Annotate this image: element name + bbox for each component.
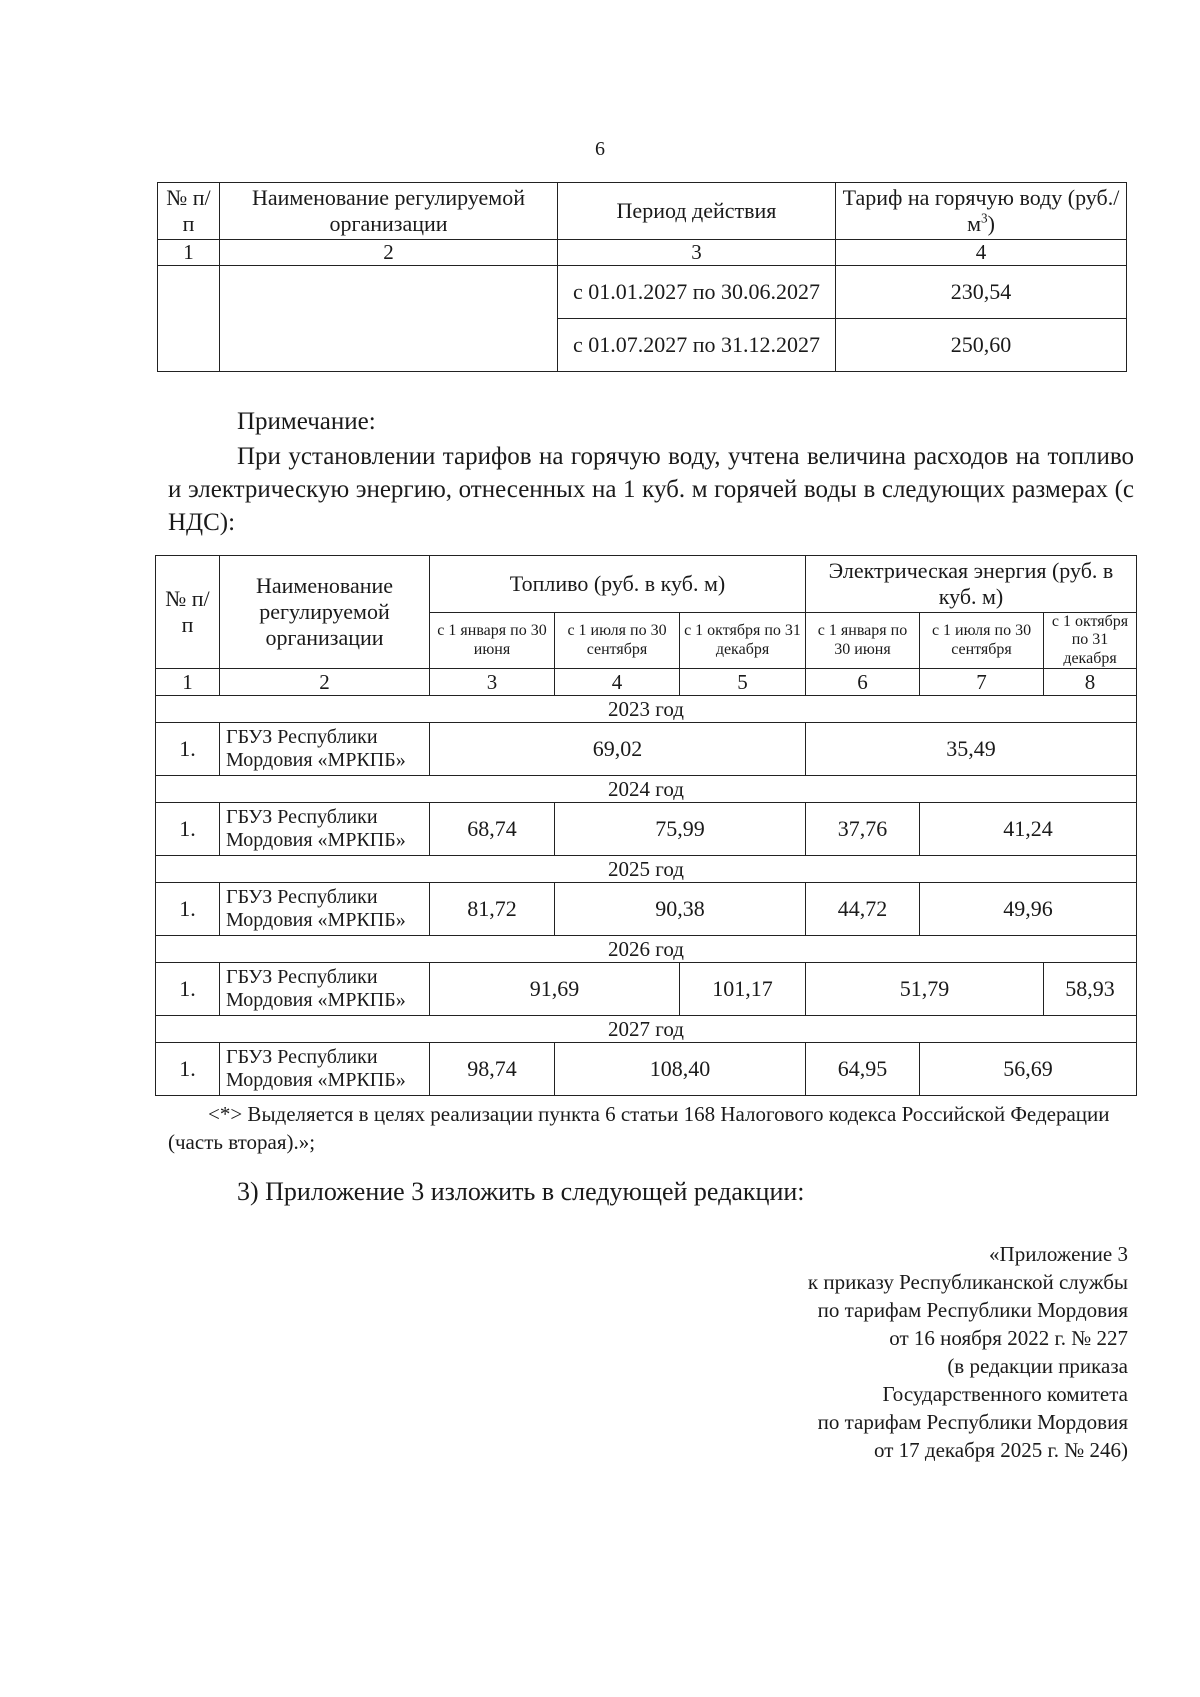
organization-name: ГБУЗ Республики Мордовия «МРКПБ» <box>220 803 430 856</box>
year-row <box>156 856 1137 883</box>
year-row <box>156 936 1137 963</box>
footnote: <*> Выделяется в целях реализации пункта 6 статьи 168 Налогового кодекса Российской Федерации (часть вторая).»; <box>168 1102 1110 1154</box>
electric-value: 51,79 <box>806 963 1044 1016</box>
row-number: 1. <box>156 963 220 1016</box>
column-number-row <box>156 669 1137 696</box>
year-row <box>156 1016 1137 1043</box>
column-number-row <box>158 240 1127 266</box>
column-number: 6 <box>806 669 920 696</box>
row-number: 1. <box>156 723 220 776</box>
header-organization: Наименование регулируемой организации <box>220 183 558 240</box>
header-tariff: Тариф на горячую воду $(руб./м^3)$ <box>836 183 1127 240</box>
appendix-line: по тарифам Республики Мордовия <box>817 1298 1128 1322</box>
appendix-line: к приказу Республиканской службы <box>807 1270 1128 1294</box>
fuel-value: 81,72 <box>430 883 555 936</box>
header-number: № п/п <box>158 183 220 240</box>
row-number: 1. <box>156 803 220 856</box>
header-electric: Электрическая энергия (руб. в куб. м) <box>806 556 1137 613</box>
year-label: 2027 год <box>156 1016 1137 1043</box>
fuel-value: 75,99 <box>555 803 806 856</box>
period-cell: с 01.07.2027 по 31.12.2027 <box>558 319 836 372</box>
header-number: № п/п <box>156 556 220 669</box>
column-number: 3 <box>430 669 555 696</box>
header-organization: Наименование регулируемой организации <box>220 556 430 669</box>
column-number: 1 <box>156 669 220 696</box>
electric-value: 44,72 <box>806 883 920 936</box>
year-label: 2024 год <box>156 776 1137 803</box>
year-label: 2026 год <box>156 936 1137 963</box>
electric-value: 58,93 <box>1044 963 1137 1016</box>
electric-value: 64,95 <box>806 1043 920 1096</box>
fuel-value: 68,74 <box>430 803 555 856</box>
empty-cell <box>158 266 220 372</box>
electric-value: 35,49 <box>806 723 1137 776</box>
appendix-line: от 16 ноября 2022 г. № 227 <box>889 1326 1128 1350</box>
year-row <box>156 776 1137 803</box>
electric-value: 56,69 <box>920 1043 1137 1096</box>
tariff-cell: 250,60 <box>836 319 1127 372</box>
header-fuel: Топливо (руб. в куб. м) <box>430 556 806 613</box>
table-row <box>156 963 1137 1016</box>
period-cell: с 01.01.2027 по 30.06.2027 <box>558 266 836 319</box>
period-header: с 1 октября по 31 декабря <box>680 613 806 669</box>
year-row <box>156 696 1137 723</box>
period-header: с 1 января по 30 июня <box>430 613 555 669</box>
section-heading: 3) Приложение 3 изложить в следующей редакции: <box>237 1177 805 1206</box>
fuel-value: 101,17 <box>680 963 806 1016</box>
appendix-line: (в редакции приказа <box>947 1354 1128 1378</box>
empty-cell <box>220 266 558 372</box>
fuel-value: 98,74 <box>430 1043 555 1096</box>
table-row <box>156 803 1137 856</box>
fuel-value: 108,40 <box>555 1043 806 1096</box>
column-number: 5 <box>680 669 806 696</box>
header-period: Период действия <box>558 183 836 240</box>
column-number: 8 <box>1044 669 1137 696</box>
column-number: 1 <box>158 240 220 266</box>
period-header: с 1 июля по 30 сентября <box>920 613 1044 669</box>
year-label: 2023 год <box>156 696 1137 723</box>
fuel-electricity-table <box>155 555 1137 1096</box>
electric-value: 37,76 <box>806 803 920 856</box>
column-number: 2 <box>220 240 558 266</box>
table-row <box>156 1043 1137 1096</box>
hot-water-tariff-table <box>157 182 1127 372</box>
period-header: с 1 июля по 30 сентября <box>555 613 680 669</box>
row-number: 1. <box>156 1043 220 1096</box>
column-number: 2 <box>220 669 430 696</box>
appendix-line: «Приложение 3 <box>989 1242 1128 1266</box>
year-label: 2025 год <box>156 856 1137 883</box>
column-number: 4 <box>555 669 680 696</box>
period-header: с 1 января по 30 июня <box>806 613 920 669</box>
organization-name: ГБУЗ Республики Мордовия «МРКПБ» <box>220 1043 430 1096</box>
table-row <box>158 266 1127 319</box>
row-number: 1. <box>156 883 220 936</box>
page-number: 6 <box>595 138 605 160</box>
tariff-cell: 230,54 <box>836 266 1127 319</box>
fuel-value: 90,38 <box>555 883 806 936</box>
column-number: 3 <box>558 240 836 266</box>
appendix-line: по тарифам Республики Мордовия <box>817 1410 1128 1434</box>
organization-name: ГБУЗ Республики Мордовия «МРКПБ» <box>220 963 430 1016</box>
note-title: Примечание: <box>237 408 376 435</box>
table-row <box>156 723 1137 776</box>
electric-value: 41,24 <box>920 803 1137 856</box>
appendix-reference <box>808 1240 1128 1464</box>
column-number: 7 <box>920 669 1044 696</box>
note-text: При установлении тарифов на горячую воду, учтена величина расходов на топливо и электрическую энергию, отнесенных на 1 куб. м горячей воды в следующих размерах (с НДС): <box>168 443 1134 536</box>
column-number: 4 <box>836 240 1127 266</box>
organization-name: ГБУЗ Республики Мордовия «МРКПБ» <box>220 723 430 776</box>
table-row <box>156 883 1137 936</box>
electric-value: 49,96 <box>920 883 1137 936</box>
table-header-row <box>156 556 1137 613</box>
appendix-line: Государственного комитета <box>882 1382 1128 1406</box>
organization-name: ГБУЗ Республики Мордовия «МРКПБ» <box>220 883 430 936</box>
table-header-row <box>158 183 1127 240</box>
appendix-line: от 17 декабря 2025 г. № 246) <box>874 1438 1128 1462</box>
period-header: с 1 октября по 31 декабря <box>1044 613 1137 669</box>
fuel-value: 69,02 <box>430 723 806 776</box>
fuel-value: 91,69 <box>430 963 680 1016</box>
